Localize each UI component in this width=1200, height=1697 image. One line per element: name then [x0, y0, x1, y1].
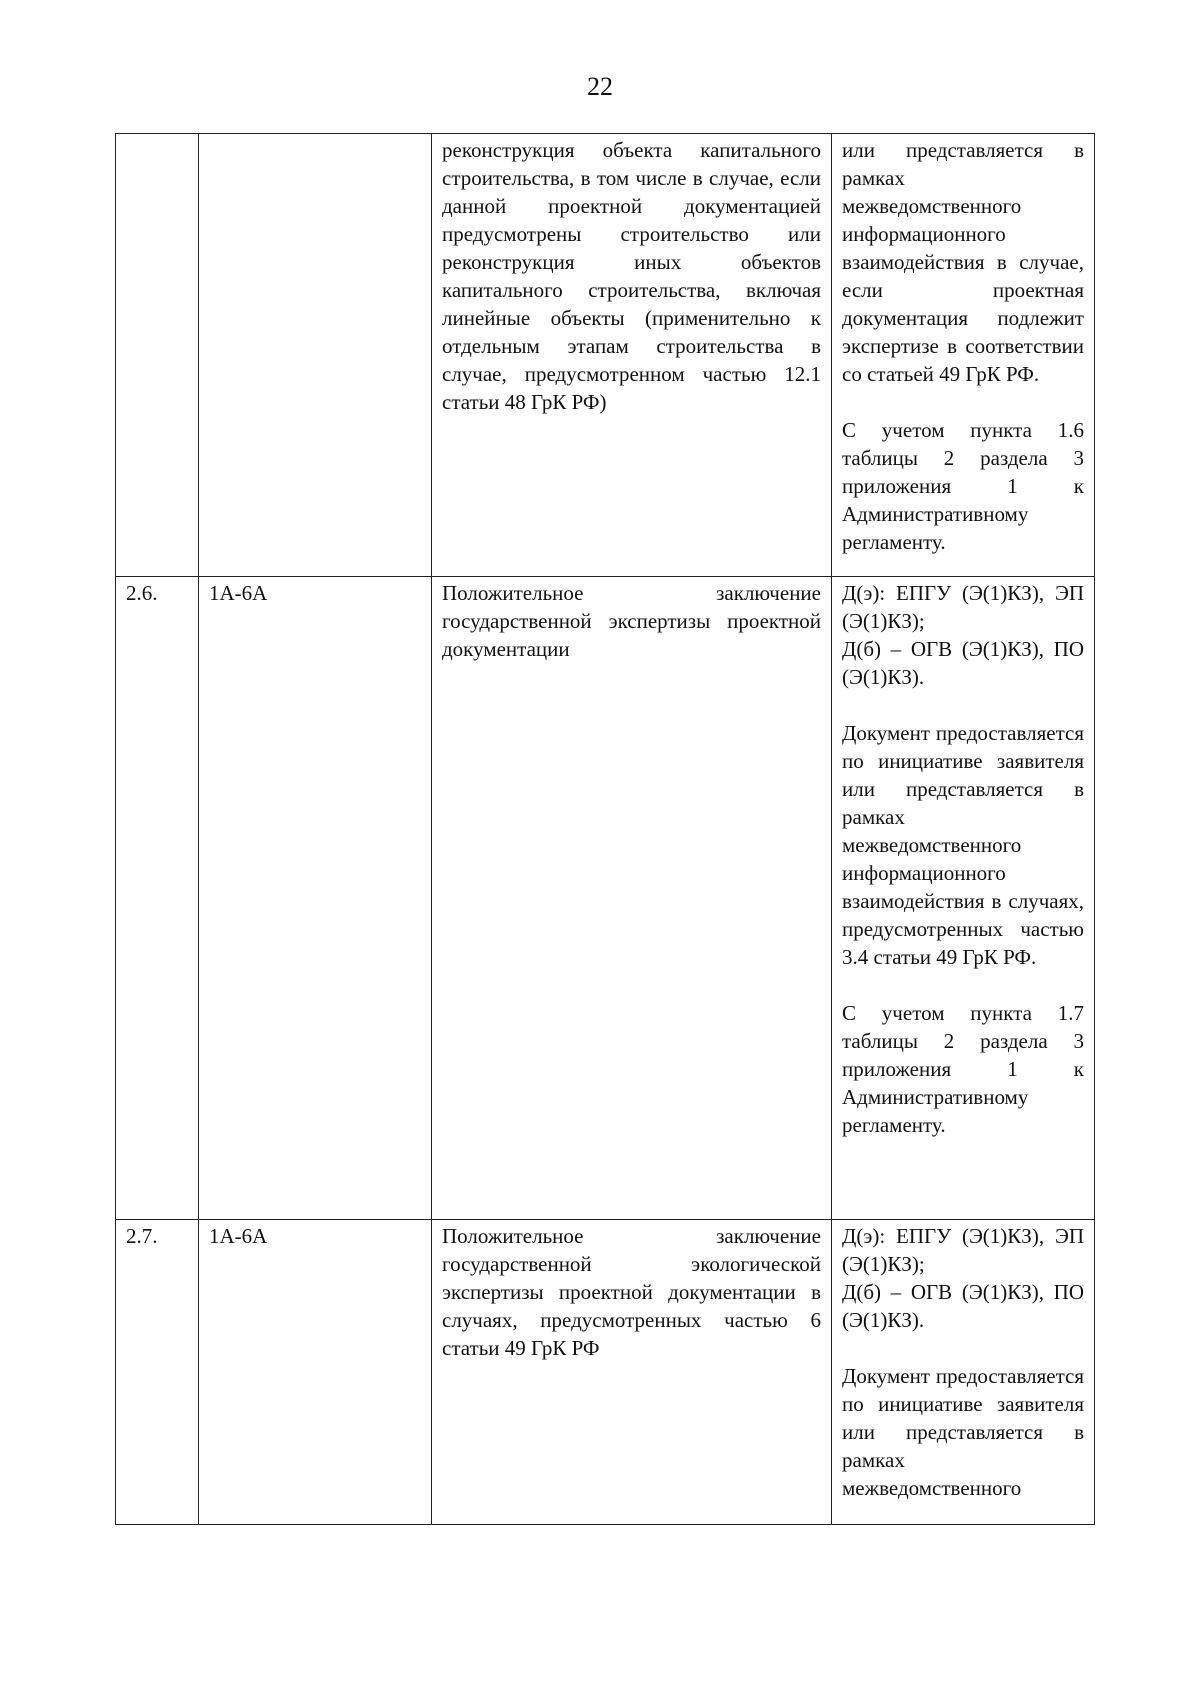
row-number-cell: [116, 134, 199, 577]
note-paragraph: Д(э): ЕПГУ (Э(1)КЗ), ЭП (Э(1)КЗ); Д(б) – ОГВ (Э(1)КЗ), ПО (Э(1)КЗ).: [842, 1224, 1084, 1332]
document-name-cell: Положительное заключение государственной экспертизы проектной документации: [432, 577, 832, 1220]
row-code-cell: [199, 134, 432, 577]
note-paragraph: С учетом пункта 1.7 таблицы 2 раздела 3 приложения 1 к Административному регламенту.: [842, 1001, 1084, 1137]
document-name-cell: Положительное заключение государственной экологической экспертизы проектной документации в случаях, предусмотренных частью 6 статьи 49 ГрК РФ: [432, 1220, 832, 1525]
note-paragraph: или представляется в рамках межведомственного информационного взаимодействия в случае, если проектная документация подлежит экспертизе в соответствии со статьей 49 ГрК РФ.: [842, 138, 1084, 386]
document-table: [115, 133, 1095, 1525]
document-name-cell: реконструкция объекта капитального строительства, в том числе в случае, если данной проектной документацией предусмотрены строительство или реконструкция иных объектов капитального строительства, включая линейные объекты (применительно к отдельным этапам строительства в случае, предусмотренном частью 12.1 статьи 48 ГрК РФ): [432, 134, 832, 577]
notes-cell: [832, 577, 1095, 1220]
note-paragraph: Документ предоставляется по инициативе заявителя или представляется в рамках межведомственного: [842, 1364, 1084, 1500]
table-row: [116, 134, 1095, 577]
row-code-cell: 1А-6А: [199, 1220, 432, 1525]
row-number-cell: 2.6.: [116, 577, 199, 1220]
notes-cell: [832, 1220, 1095, 1525]
page-number: 22: [587, 72, 613, 101]
row-code-cell: 1А-6А: [199, 577, 432, 1220]
table-row: [116, 1220, 1095, 1525]
note-paragraph: С учетом пункта 1.6 таблицы 2 раздела 3 приложения 1 к Административному регламенту.: [842, 418, 1084, 554]
note-paragraph: Документ предоставляется по инициативе заявителя или представляется в рамках межведомственного информационного взаимодействия в случаях, предусмотренных частью 3.4 статьи 49 ГрК РФ.: [842, 721, 1084, 969]
table-row: [116, 577, 1095, 1220]
note-paragraph: Д(э): ЕПГУ (Э(1)КЗ), ЭП (Э(1)КЗ); Д(б) – ОГВ (Э(1)КЗ), ПО (Э(1)КЗ).: [842, 581, 1084, 689]
row-number-cell: 2.7.: [116, 1220, 199, 1525]
notes-cell: [832, 134, 1095, 577]
